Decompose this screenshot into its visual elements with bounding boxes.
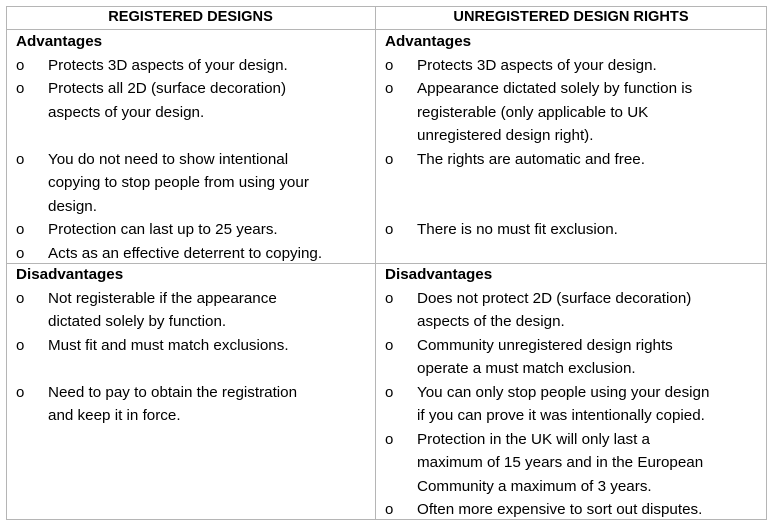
list-item-text: registerable (only applicable to UK bbox=[417, 103, 649, 121]
list-item-text: Appearance dictated solely by function is bbox=[417, 80, 693, 97]
bullet-icon: o bbox=[385, 80, 394, 97]
bullet-icon: o bbox=[385, 150, 394, 168]
bullet-icon: o bbox=[385, 221, 394, 238]
bullet-icon: o bbox=[385, 501, 394, 518]
bullet-icon: o bbox=[16, 244, 25, 262]
list-item-text: aspects of the design. bbox=[417, 313, 565, 330]
list-item-text: Protects 3D aspects of your design. bbox=[48, 56, 288, 74]
list-item-text: Protection in the UK will only last a bbox=[417, 430, 650, 448]
list-item-text: Need to pay to obtain the registration bbox=[48, 383, 298, 401]
list-item-text: Protection can last up to 25 years. bbox=[48, 221, 278, 238]
list-item-text: Protects 3D aspects of your design. bbox=[417, 56, 657, 74]
list-item-text: You do not need to show intentional bbox=[48, 150, 289, 168]
bullet-icon: o bbox=[16, 80, 25, 97]
bullet-icon: o bbox=[16, 150, 25, 168]
list-item-text: There is no must fit exclusion. bbox=[417, 221, 618, 238]
list-item-text: and keep it in force. bbox=[48, 407, 181, 424]
comparison-table bbox=[6, 6, 767, 520]
bullet-icon: o bbox=[385, 383, 394, 401]
list-item-text: You can only stop people using your design bbox=[417, 383, 710, 401]
list-item-text: The rights are automatic and free. bbox=[417, 150, 645, 168]
bullet-icon: o bbox=[385, 336, 394, 354]
bullet-icon: o bbox=[16, 56, 25, 74]
registered-disadvantages-title: Disadvantages bbox=[16, 266, 124, 283]
bullet-icon: o bbox=[16, 336, 25, 354]
bullet-icon: o bbox=[16, 221, 25, 238]
list-item-text: copying to stop people from using your bbox=[48, 174, 309, 191]
list-item-text: maximum of 15 years and in the European bbox=[417, 454, 704, 471]
bullet-icon: o bbox=[385, 430, 394, 448]
unregistered-disadvantages-title: Disadvantages bbox=[385, 266, 493, 283]
list-item-text: dictated solely by function. bbox=[48, 313, 227, 330]
bullet-icon: o bbox=[385, 56, 394, 74]
list-item-text: operate a must match exclusion. bbox=[417, 360, 636, 377]
list-item-text: unregistered design right). bbox=[417, 127, 594, 144]
bullet-icon: o bbox=[385, 289, 394, 307]
list-item-text: Community a maximum of 3 years. bbox=[417, 477, 652, 495]
list-item-text: Not registerable if the appearance bbox=[48, 289, 277, 307]
list-item-text: design. bbox=[48, 197, 97, 215]
list-item-text: Acts as an effective deterrent to copying. bbox=[48, 244, 323, 262]
list-item-text: Protects all 2D (surface decoration) bbox=[48, 80, 287, 97]
header-registered-designs: REGISTERED DESIGNS bbox=[108, 9, 273, 25]
list-item-text: aspects of your design. bbox=[48, 103, 205, 121]
list-item-text: Does not protect 2D (surface decoration) bbox=[417, 289, 692, 307]
unregistered-advantages-title: Advantages bbox=[385, 33, 472, 50]
bullet-icon: o bbox=[16, 383, 25, 401]
list-item-text: Often more expensive to sort out disputes. bbox=[417, 501, 703, 518]
list-item-text: Must fit and must match exclusions. bbox=[48, 336, 289, 354]
list-item-text: if you can prove it was intentionally copied. bbox=[417, 407, 705, 424]
bullet-icon: o bbox=[16, 289, 25, 307]
list-item-text: Community unregistered design rights bbox=[417, 336, 673, 354]
header-unregistered-design-rights: UNREGISTERED DESIGN RIGHTS bbox=[453, 9, 689, 25]
registered-advantages-title: Advantages bbox=[16, 33, 103, 50]
